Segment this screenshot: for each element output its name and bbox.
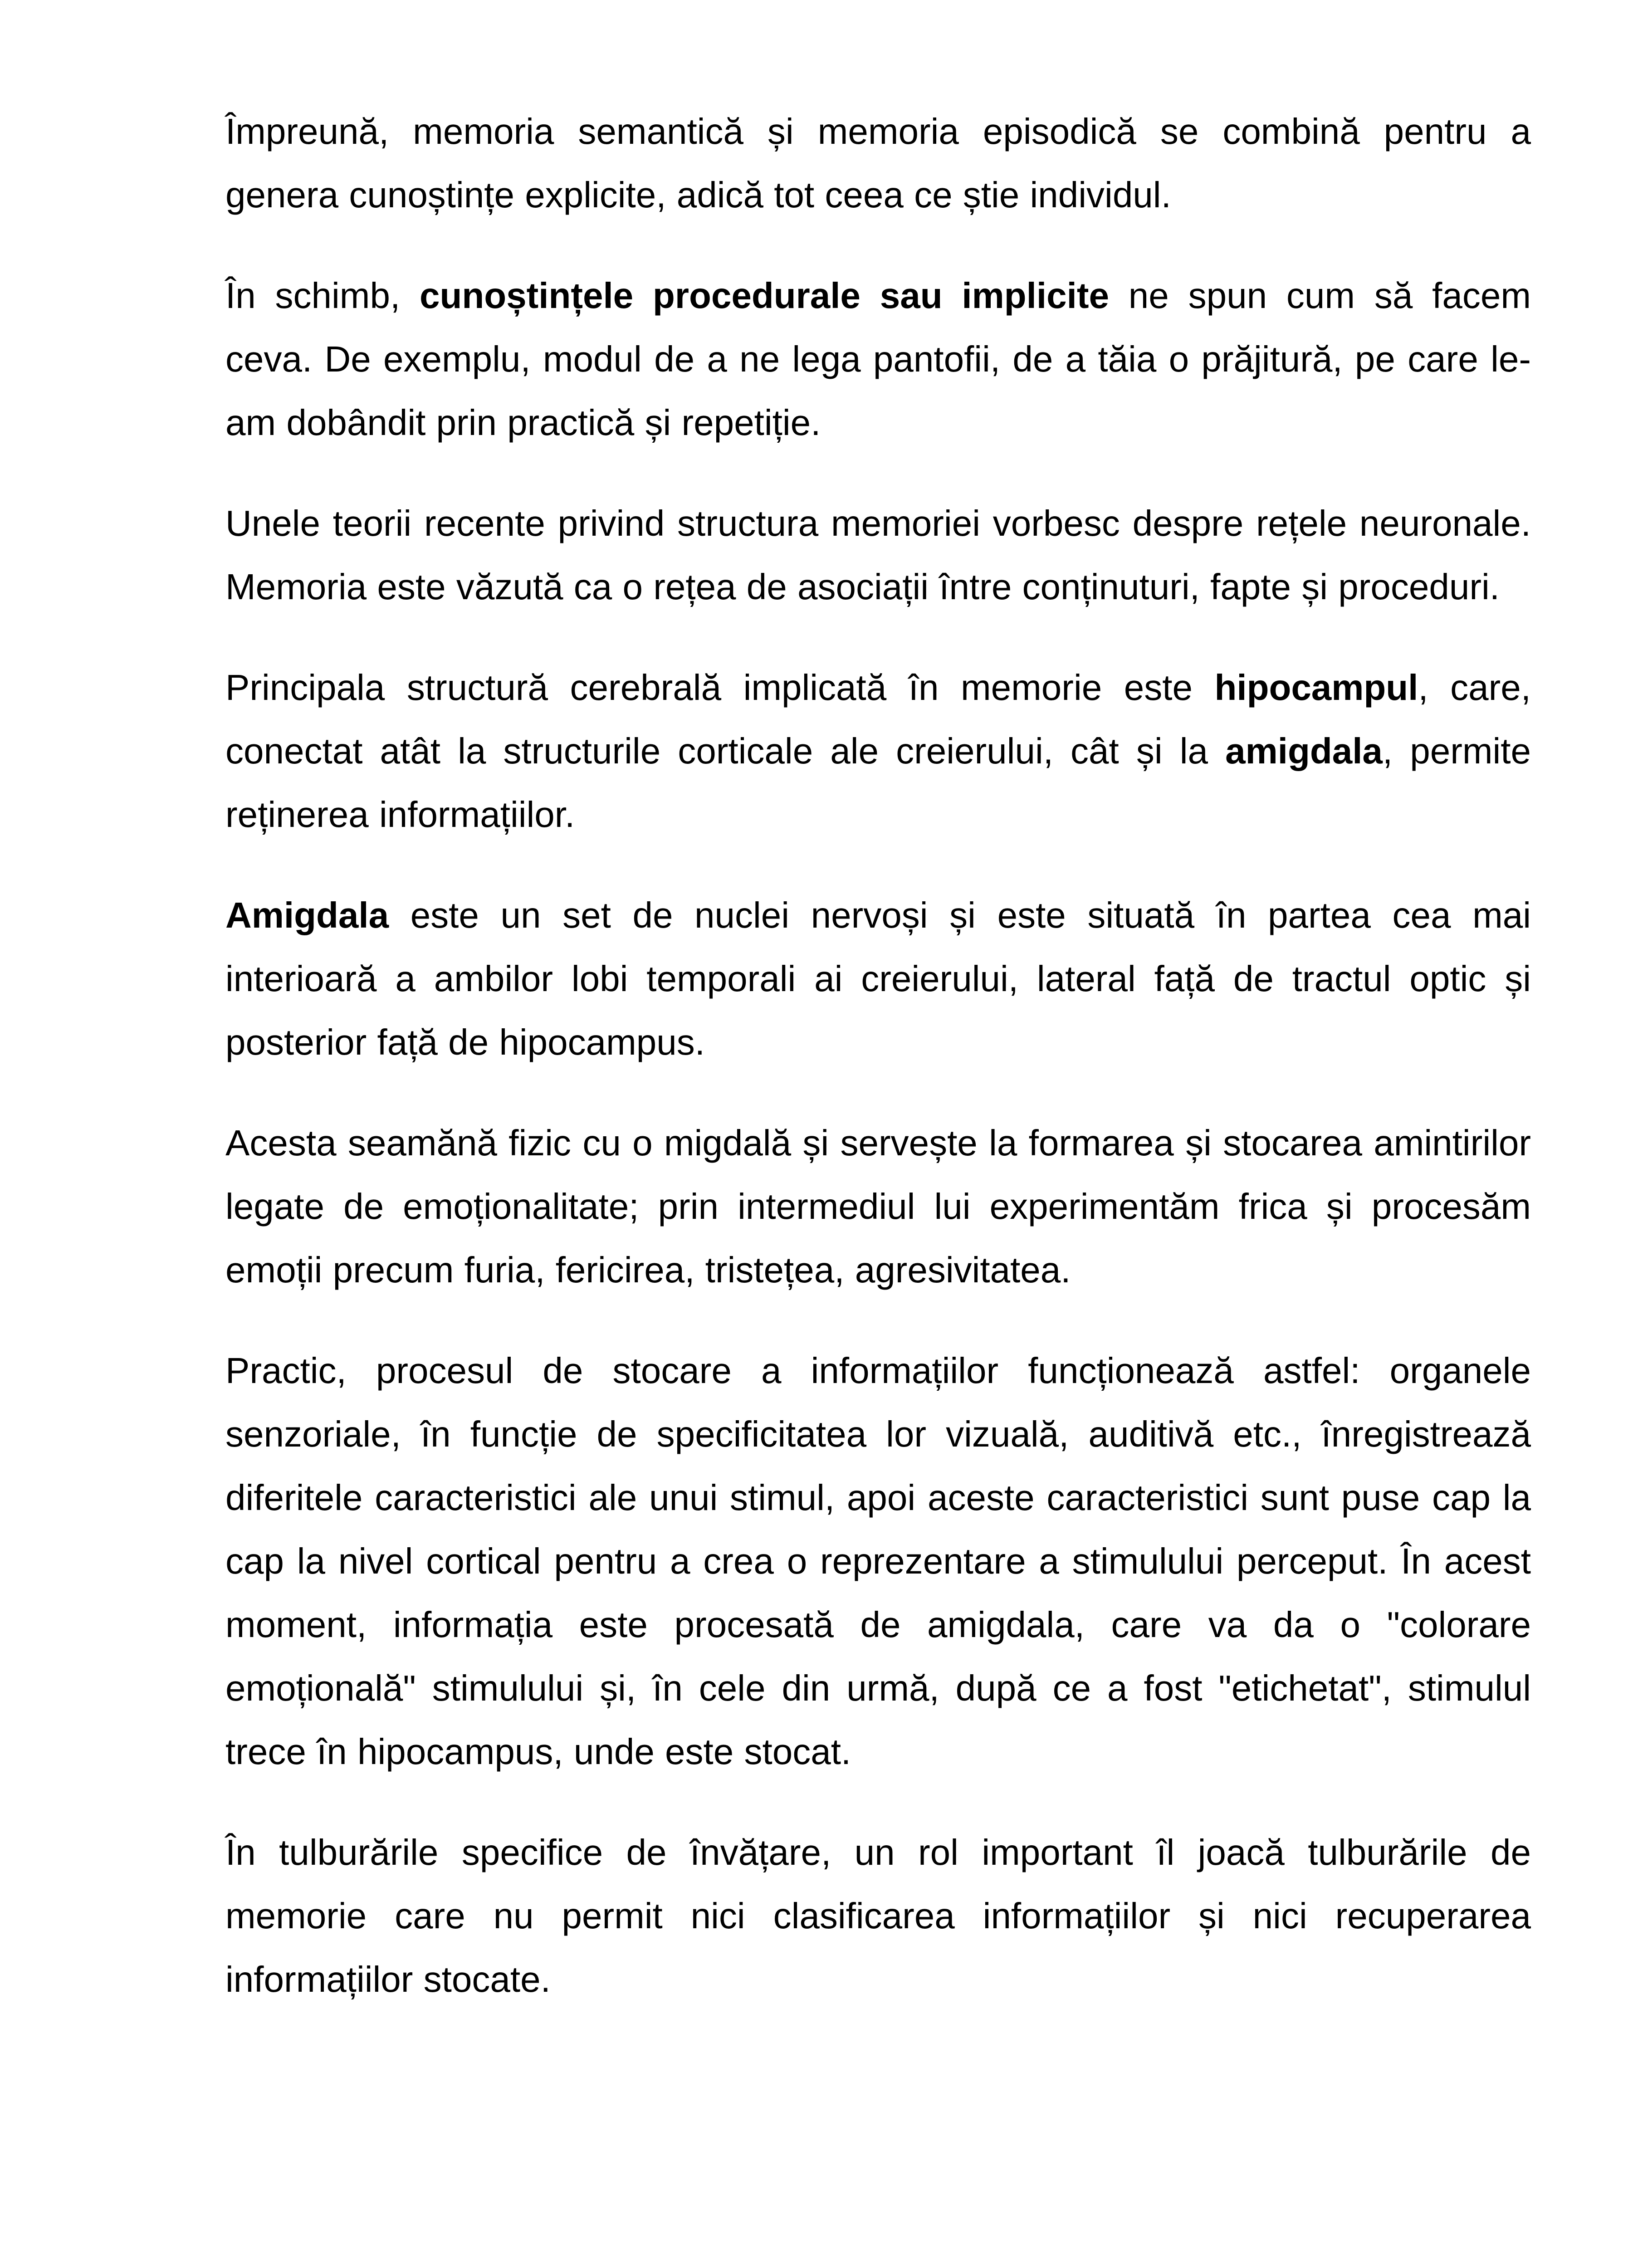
paragraph-text: Principala structură cerebrală implicată în memorie este (225, 667, 1215, 708)
paragraph-text: Unele teorii recente privind structura memoriei vorbesc despre rețele neuronale. Memoria este văzută ca o rețea de asociații între conținuturi, fapte și proceduri. (225, 503, 1531, 607)
paragraph-text: este un set de nuclei nervoși și este situată în partea cea mai interioară a ambilor lobi temporali ai creierului, lateral față de tractul optic și posterior față de hipocampus. (225, 895, 1531, 1062)
bold-term-amygdala-heading: Amigdala (225, 895, 389, 935)
paragraph-amygdala (225, 884, 1531, 1074)
paragraph-explicit-knowledge (225, 100, 1531, 227)
paragraph-neural-networks (225, 492, 1531, 619)
paragraph-text: În tulburările specifice de învățare, un rol important îl joacă tulburările de memorie care nu permit nici clasificarea informațiilor și nici recuperarea informațiilor stocate. (225, 1832, 1531, 1999)
paragraph-amygdala-function (225, 1111, 1531, 1302)
bold-term-procedural-knowledge: cunoștințele procedurale sau implicite (420, 275, 1109, 316)
paragraph-text: Acesta seamănă fizic cu o migdală și servește la formarea și stocarea amintirilor legate de emoționalitate; prin intermediul lui experimentăm frica și procesăm emoții precum furia, fericirea, tristețea, agresivitatea. (225, 1123, 1531, 1290)
page-body (225, 100, 1531, 2048)
paragraph-procedural-knowledge (225, 264, 1531, 455)
bold-term-amygdala: amigdala (1225, 731, 1383, 771)
bold-term-hippocampus: hipocampul (1214, 667, 1418, 708)
paragraph-text: , permite reținerea informațiilor. (225, 731, 1531, 835)
paragraph-text: În schimb, (225, 275, 420, 316)
paragraph-text: Împreună, memoria semantică și memoria episodică se combină pentru a genera cunoștințe explicite, adică tot ceea ce știe individul. (225, 111, 1531, 215)
paragraph-storage-process (225, 1339, 1531, 1784)
paragraph-hippocampus (225, 656, 1531, 846)
paragraph-text: Practic, procesul de stocare a informațiilor funcționează astfel: organele senzoriale, în funcție de specificitatea lor vizuală, auditivă etc., înregistrează diferitele caracteristici ale unui stimul, apoi aceste caracteristici sunt puse cap la cap la nivel cortical pentru a crea o reprezentare a stimulului perceput. În acest moment, informația este procesată de amigdala, care va da o "colorare emoțională" stimulului și, în cele din urmă, după ce a fost "etichetat", stimulul trece în hipocampus, unde este stocat. (225, 1350, 1531, 1772)
paragraph-learning-disorders (225, 1821, 1531, 2011)
paragraph-text: , care, conectat atât la structurile corticale ale creierului, cât și la (225, 667, 1531, 771)
paragraph-text: ne spun cum să facem ceva. De exemplu, modul de a ne lega pantofii, de a tăia o prăjitură, pe care le-am dobândit prin practică și repetiție. (225, 275, 1531, 443)
